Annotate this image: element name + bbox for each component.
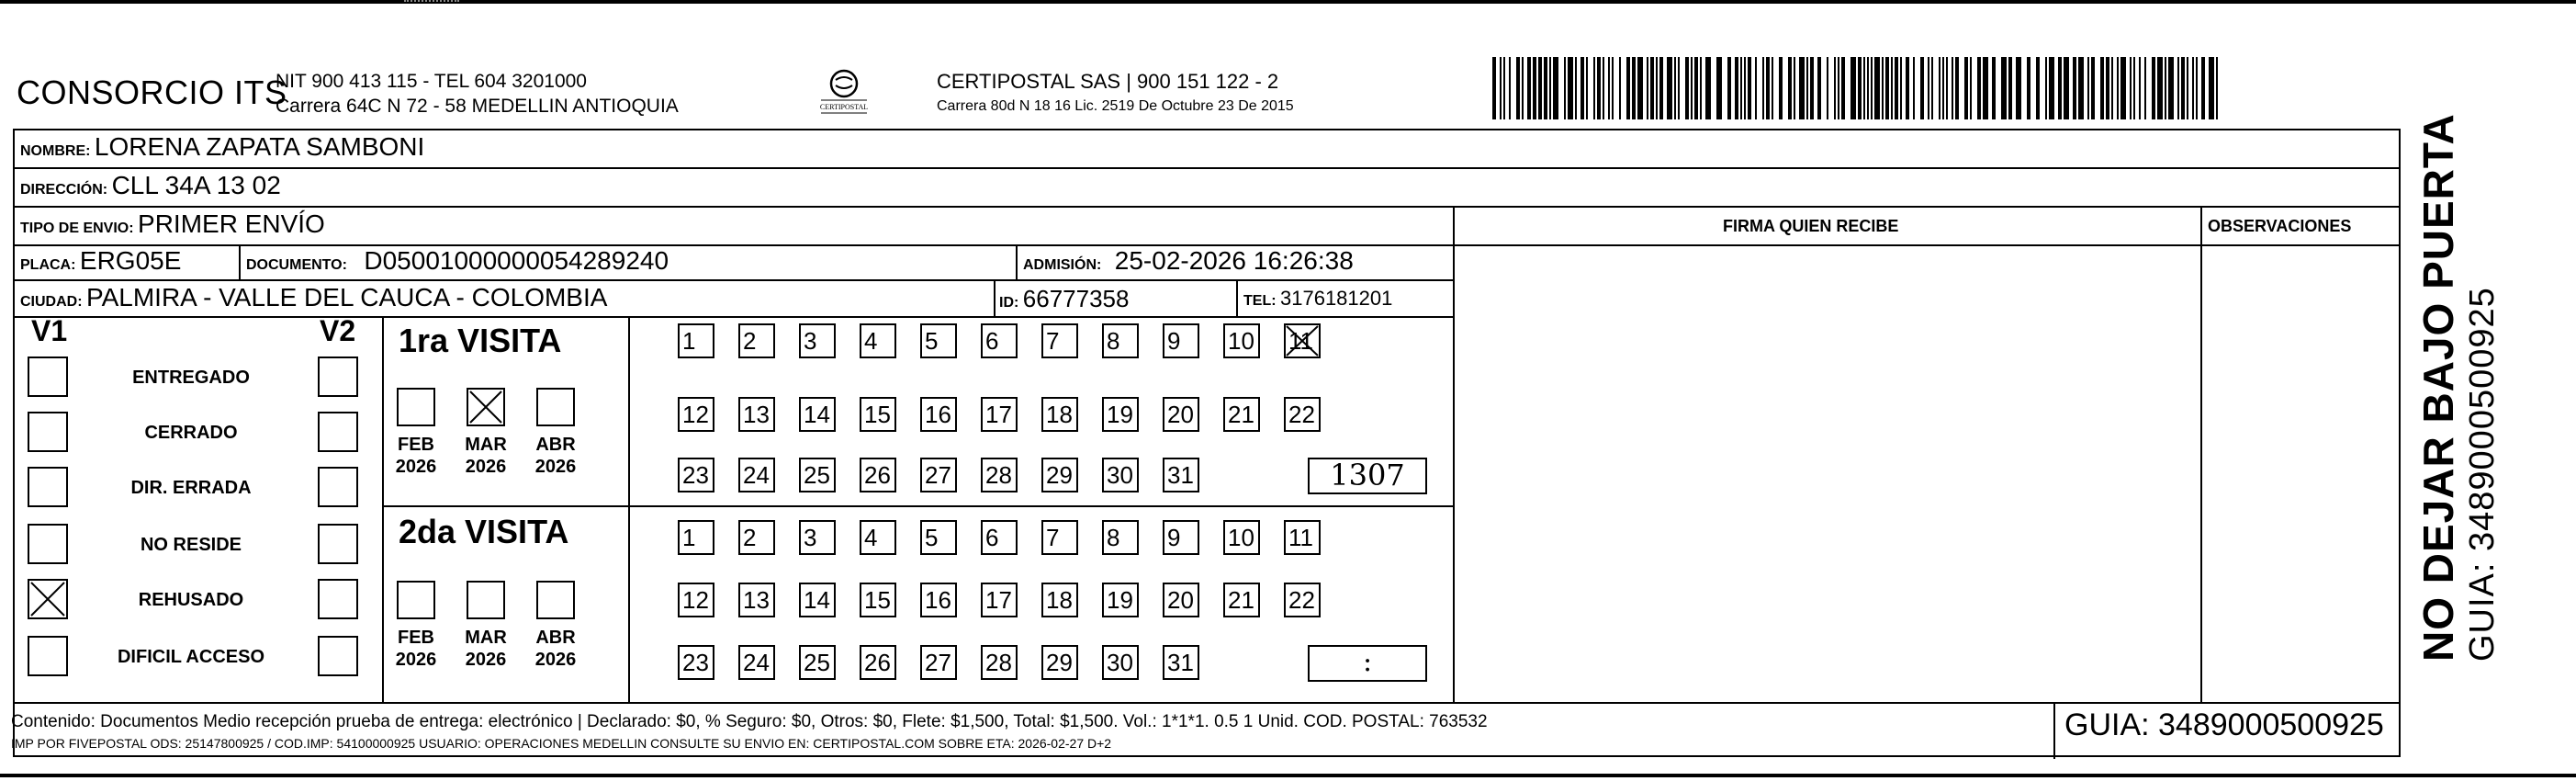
day-box[interactable]: 14 (799, 397, 836, 432)
company-name: CONSORCIO ITS (17, 74, 287, 111)
month-name: MAR (465, 435, 507, 455)
day-box[interactable]: 30 (1102, 645, 1139, 680)
certipostal-info (937, 69, 1294, 119)
nombre-row (20, 132, 424, 162)
documento-label: DOCUMENTO: (246, 257, 347, 273)
day-box[interactable]: 24 (738, 645, 775, 680)
ciudad-cell (20, 283, 607, 312)
day-box[interactable]: 2 (738, 323, 775, 358)
day-box[interactable]: 22 (1284, 583, 1321, 617)
month-checkbox[interactable] (536, 388, 575, 426)
month-name: FEB (398, 628, 434, 648)
id-cell (999, 285, 1129, 313)
company-nit: NIT 900 413 115 - TEL 604 3201000 (276, 71, 587, 92)
day-box[interactable]: 7 (1041, 323, 1078, 358)
day-box[interactable]: 4 (860, 323, 896, 358)
direccion-row (20, 171, 281, 200)
guia-number: GUIA: 3489000500925 (2064, 707, 2384, 742)
day-box[interactable]: 13 (738, 397, 775, 432)
day-box[interactable]: 1 (678, 520, 714, 555)
column-line (1453, 206, 1455, 702)
day-box[interactable]: 23 (678, 458, 714, 492)
day-box[interactable]: 6 (981, 520, 1018, 555)
month-name: ABR (535, 435, 576, 455)
admision-label: ADMISIÓN: (1023, 257, 1102, 273)
column-line (1016, 244, 1018, 279)
direccion-label: DIRECCIÓN: (20, 182, 108, 198)
month-name: MAR (465, 628, 507, 648)
id-label: ID: (999, 295, 1019, 311)
day-box[interactable]: 29 (1041, 645, 1078, 680)
day-box[interactable]: 9 (1163, 323, 1199, 358)
month-year: 2026 (465, 650, 507, 670)
visit2-title: 2da VISITA (399, 513, 569, 550)
day-box[interactable]: 27 (920, 645, 957, 680)
day-box[interactable]: 25 (799, 645, 836, 680)
logo-text: CERTIPOSTAL (819, 103, 869, 111)
row-line (1453, 244, 2399, 246)
month-label (382, 627, 450, 671)
day-box[interactable]: 19 (1102, 397, 1139, 432)
day-box[interactable]: 7 (1041, 520, 1078, 555)
day-box[interactable]: 3 (799, 520, 836, 555)
day-box[interactable]: 26 (860, 645, 896, 680)
visit-divider (382, 505, 1453, 507)
status-label: DIFICIL ACCESO (117, 647, 264, 667)
top-border (0, 0, 2576, 4)
month-checkbox[interactable] (467, 388, 505, 426)
column-line (239, 244, 241, 279)
certipostal-nit: CERTIPOSTAL SAS | 900 151 122 - 2 (937, 70, 1279, 93)
v1-checkbox[interactable] (28, 357, 68, 397)
direccion-value: CLL 34A 13 02 (111, 171, 281, 199)
company-address: Carrera 64C N 72 - 58 MEDELLIN ANTIOQUIA (276, 96, 679, 117)
month-label (522, 434, 590, 478)
month-label (452, 627, 520, 671)
v1-header: V1 (31, 314, 68, 347)
day-box[interactable]: 11 (1284, 323, 1321, 358)
time-box[interactable]: : (1308, 645, 1427, 682)
v2-checkbox[interactable] (318, 357, 358, 397)
day-box[interactable]: 9 (1163, 520, 1199, 555)
column-line (2053, 702, 2055, 759)
month-year: 2026 (395, 650, 437, 670)
day-box[interactable]: 31 (1163, 645, 1199, 680)
month-year: 2026 (465, 457, 507, 477)
day-box[interactable]: 23 (678, 645, 714, 680)
v1-checkbox[interactable] (28, 467, 68, 507)
column-line (1236, 279, 1238, 316)
month-year: 2026 (534, 650, 577, 670)
day-box[interactable]: 30 (1102, 458, 1139, 492)
month-label (452, 434, 520, 478)
day-box[interactable]: 15 (860, 397, 896, 432)
day-box[interactable]: 21 (1223, 397, 1260, 432)
day-box[interactable]: 17 (981, 397, 1018, 432)
row-line (15, 167, 2399, 169)
visit1-title: 1ra VISITA (399, 322, 562, 359)
column-line (994, 279, 996, 316)
day-box[interactable]: 12 (678, 397, 714, 432)
nombre-label: NOMBRE: (20, 143, 91, 159)
day-box[interactable]: 17 (981, 583, 1018, 617)
day-box[interactable]: 2 (738, 520, 775, 555)
v1-checkbox[interactable] (28, 636, 68, 676)
v2-checkbox[interactable] (318, 412, 358, 452)
v2-checkbox[interactable] (318, 467, 358, 507)
documento-value: D05001000000054289240 (364, 246, 669, 275)
day-box[interactable]: 18 (1041, 583, 1078, 617)
tel-cell (1243, 287, 1392, 311)
footer-print-line: IMP POR FIVEPOSTAL ODS: 25147800925 / COD.IMP: 54100000925 USUARIO: OPERACIONES MEDELLIN CONSULTE SU ENVIO EN: CERTIPOSTAL.COM SOBRE ETA: 2026-02-27 D+2 (11, 736, 1112, 751)
v1-checkbox[interactable] (28, 579, 68, 619)
month-name: FEB (398, 435, 434, 455)
nombre-value: LORENA ZAPATA SAMBONI (94, 132, 425, 161)
month-name: ABR (535, 628, 576, 648)
delivery-form (13, 129, 2401, 757)
day-box[interactable]: 18 (1041, 397, 1078, 432)
v2-checkbox[interactable] (318, 579, 358, 619)
day-box[interactable]: 27 (920, 458, 957, 492)
day-box[interactable]: 29 (1041, 458, 1078, 492)
v2-checkbox[interactable] (318, 524, 358, 564)
day-box[interactable]: 21 (1223, 583, 1260, 617)
day-box[interactable]: 19 (1102, 583, 1139, 617)
ciudad-label: CIUDAD: (20, 294, 83, 310)
day-box[interactable]: 8 (1102, 323, 1139, 358)
month-label (522, 627, 590, 671)
tipo-envio-row (20, 209, 325, 239)
company-info (276, 69, 679, 119)
status-label: DIR. ERRADA (130, 478, 252, 498)
day-box[interactable]: 4 (860, 520, 896, 555)
placa-cell (20, 246, 181, 276)
barcode (1492, 57, 2222, 119)
month-checkbox[interactable] (536, 581, 575, 619)
status-label: NO RESIDE (140, 535, 242, 555)
day-box[interactable]: 24 (738, 458, 775, 492)
month-year: 2026 (395, 457, 437, 477)
admision-cell (1023, 246, 1354, 276)
side-notice-guia: GUIA: 3489000500925 (2463, 287, 2502, 662)
day-box[interactable]: 28 (981, 645, 1018, 680)
day-box[interactable]: 14 (799, 583, 836, 617)
day-box[interactable]: 1 (678, 323, 714, 358)
certipostal-logo-icon (812, 67, 876, 115)
row-line (15, 316, 1453, 318)
day-box[interactable]: 22 (1284, 397, 1321, 432)
day-box[interactable]: 10 (1223, 323, 1260, 358)
certipostal-address: Carrera 80d N 18 16 Lic. 2519 De Octubre 23 De 2015 (937, 98, 1294, 114)
day-box[interactable]: 20 (1163, 397, 1199, 432)
month-label (382, 434, 450, 478)
day-box[interactable]: 5 (920, 323, 957, 358)
column-line (628, 316, 630, 702)
day-box[interactable]: 15 (860, 583, 896, 617)
id-value: 66777358 (1022, 285, 1130, 312)
admision-value: 25-02-2026 16:26:38 (1114, 246, 1354, 275)
month-checkbox[interactable] (397, 581, 435, 619)
time-box[interactable]: 1307 (1308, 458, 1427, 494)
day-box[interactable]: 28 (981, 458, 1018, 492)
tipo-envio-value: PRIMER ENVÍO (138, 209, 325, 238)
documento-cell (246, 246, 669, 276)
day-box[interactable]: 31 (1163, 458, 1199, 492)
day-box[interactable]: 12 (678, 583, 714, 617)
day-box[interactable]: 20 (1163, 583, 1199, 617)
ciudad-value: PALMIRA - VALLE DEL CAUCA - COLOMBIA (86, 283, 608, 311)
placa-label: PLACA: (20, 257, 76, 273)
day-box[interactable]: 3 (799, 323, 836, 358)
status-label: REHUSADO (138, 590, 244, 610)
day-box[interactable]: 26 (860, 458, 896, 492)
day-box[interactable]: 13 (738, 583, 775, 617)
month-checkbox[interactable] (397, 388, 435, 426)
status-label: ENTREGADO (132, 368, 250, 388)
v1-checkbox[interactable] (28, 524, 68, 564)
tel-value: 3176181201 (1280, 287, 1393, 310)
tipo-envio-label: TIPO DE ENVIO: (20, 221, 134, 236)
day-box[interactable]: 10 (1223, 520, 1260, 555)
footer-divider (15, 702, 2399, 704)
month-checkbox[interactable] (467, 581, 505, 619)
v2-header: V2 (320, 314, 356, 347)
v2-checkbox[interactable] (318, 636, 358, 676)
side-notice (2413, 113, 2503, 662)
firma-label: FIRMA QUIEN RECIBE (1723, 217, 1899, 235)
day-box[interactable]: 8 (1102, 520, 1139, 555)
day-box[interactable]: 6 (981, 323, 1018, 358)
column-line (2200, 206, 2202, 702)
status-label: CERRADO (144, 423, 238, 443)
month-year: 2026 (534, 457, 577, 477)
footer-content-line: Contenido: Documentos Medio recepción prueba de entrega: electrónico | Declarado: $0, % Seguro: $0, Otros: $0, Flete: $1,500, Total: $1,500. Vol.: 1*1*1. 0.5 1 Unid. COD. POSTAL: 763532 (11, 712, 1488, 731)
bottom-border (0, 774, 2576, 777)
v1-checkbox[interactable] (28, 412, 68, 452)
day-box[interactable]: 16 (920, 583, 957, 617)
day-box[interactable]: 16 (920, 397, 957, 432)
row-line (15, 206, 2399, 208)
day-box[interactable]: 11 (1284, 520, 1321, 555)
side-notice-warning: NO DEJAR BAJO PUERTA (2414, 113, 2462, 662)
placa-value: ERG05E (79, 246, 182, 275)
observaciones-label: OBSERVACIONES (2208, 217, 2352, 235)
tel-label: TEL: (1243, 293, 1277, 309)
scan-mark (404, 0, 459, 6)
day-box[interactable]: 5 (920, 520, 957, 555)
day-box[interactable]: 25 (799, 458, 836, 492)
